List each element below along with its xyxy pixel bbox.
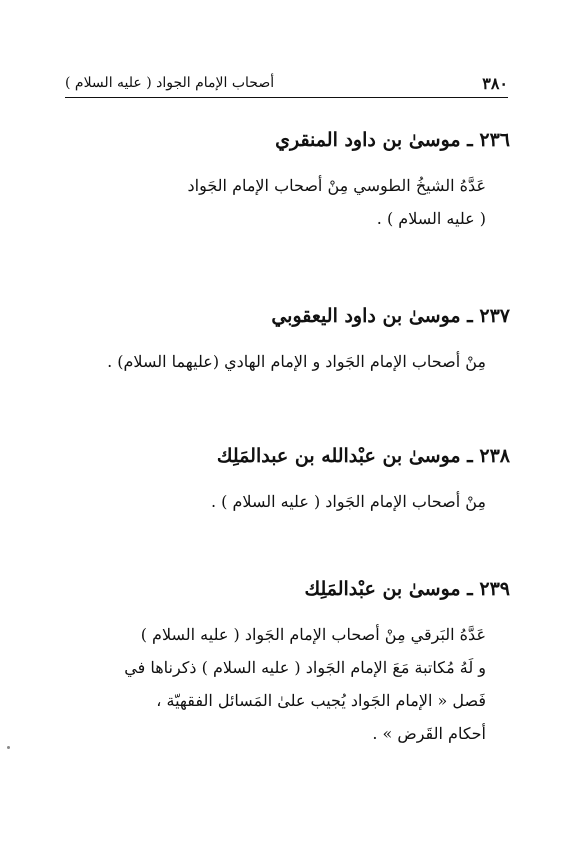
- scan-speck: [7, 746, 10, 749]
- entry-line: مِنْ أصحاب الإمام الجَواد ( عليه السلام ) .: [210, 492, 486, 511]
- entry-line: فَصل « الإمام الجَواد يُجيب علىٰ المَسائل الفقهيّة ،: [156, 691, 486, 710]
- entry-line: أحكام القَرض » .: [372, 724, 486, 743]
- page-number: ٣٨٠: [482, 73, 508, 93]
- entry-line: ( عليه السلام ) .: [376, 209, 486, 228]
- entry-236: [60, 125, 510, 235]
- entry-line: عَدَّهُ البَرقي مِنْ أصحاب الإمام الجَواد ( عليه السلام ): [140, 625, 486, 644]
- running-title: أصحاب الإمام الجواد ( عليه السلام ): [65, 75, 275, 91]
- entry-line: عَدَّهُ الشيخُ الطوسي مِنْ أصحاب الإمام الجَواد: [187, 176, 486, 195]
- entry-line: مِنْ أصحاب الإمام الجَواد و الإمام الهادي (عليهما السلام) .: [107, 352, 486, 371]
- entry-body: [60, 485, 486, 518]
- header-rule: [65, 97, 508, 98]
- entry-title: ٢٣٨ ـ موسىٰ بن عبْدالله بن عبدالمَلِك: [216, 445, 510, 467]
- entry-238: [60, 441, 510, 518]
- entry-line: و لَهُ مُكاتبة مَعَ الإمام الجَواد ( عليه السلام ) ذكرناها في: [124, 658, 486, 677]
- entry-title: ٢٣٩ ـ موسىٰ بن عبْدالمَلِك: [304, 578, 510, 600]
- entry-title: ٢٣٧ ـ موسىٰ بن داود اليعقوبي: [271, 305, 510, 327]
- entry-239: [60, 574, 510, 750]
- page-header: [65, 70, 508, 96]
- entry-title: ٢٣٦ ـ موسىٰ بن داود المنقري: [275, 129, 510, 151]
- entry-body: [60, 618, 486, 750]
- entry-body: [60, 169, 486, 235]
- entry-body: [60, 345, 486, 378]
- entry-237: [60, 301, 510, 378]
